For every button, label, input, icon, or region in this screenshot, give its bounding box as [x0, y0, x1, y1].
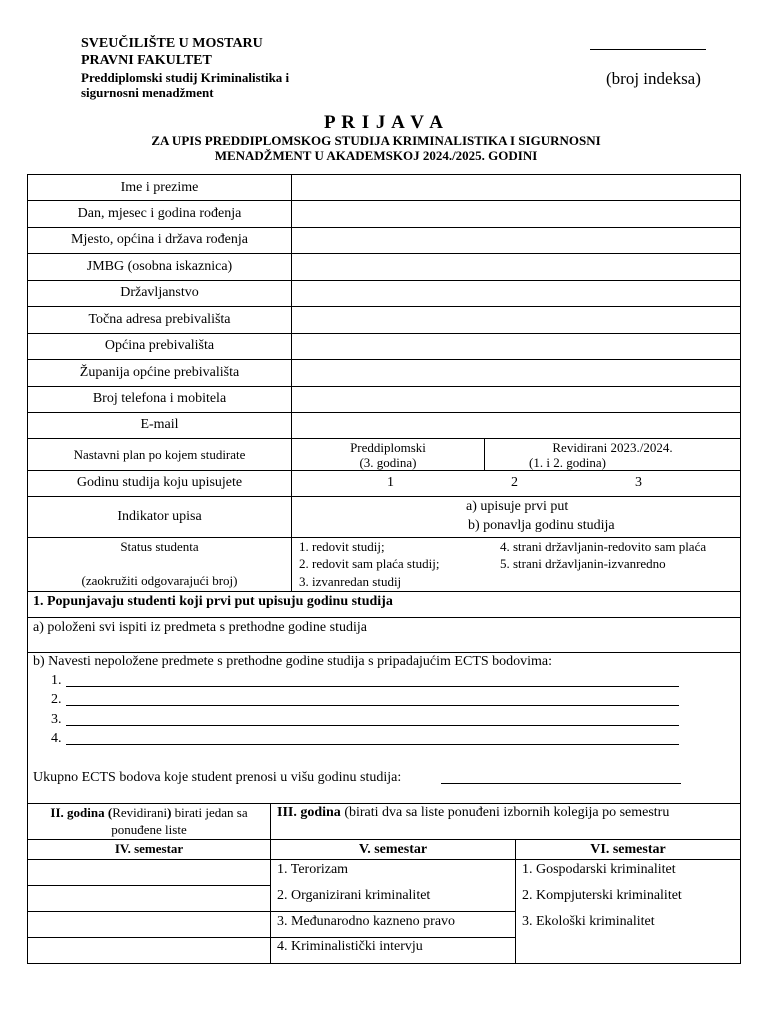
semester-iv-header: IV. semestar: [114, 841, 184, 856]
municipality-input[interactable]: [292, 334, 739, 359]
form-title: P R I J A V A: [323, 112, 444, 133]
iii-year-header: [277, 805, 669, 821]
index-number-field[interactable]: [590, 49, 706, 50]
county-input[interactable]: [292, 360, 739, 385]
ects-transfer-label: Ukupno ECTS bodova koje student prenosi u višu godinu studija:: [33, 770, 402, 785]
year-label: Godinu studija koju upisujete: [76, 475, 243, 490]
field-label-municipality: Općina prebivališta: [104, 338, 215, 353]
year-option-3[interactable]: 3: [635, 475, 642, 490]
semester-vi-course-1[interactable]: 1. Gospodarski kriminalitet: [522, 862, 676, 877]
semester-iv-choice-2[interactable]: [28, 886, 270, 911]
section-1-title: 1. Popunjavaju studenti koji prvi put upisuju godinu studija: [33, 594, 393, 609]
unpassed-item-4-line[interactable]: [66, 744, 679, 745]
field-label-phone: Broj telefona i mobitela: [92, 391, 227, 406]
full-name-input[interactable]: [292, 175, 739, 200]
semester-v-course-2[interactable]: 2. Organizirani kriminalitet: [277, 888, 431, 903]
unpassed-item-3-line[interactable]: [66, 725, 679, 726]
iii-year-header-bold: III. godina: [277, 805, 341, 820]
phone-input[interactable]: [292, 387, 739, 412]
semester-iv-choice-1[interactable]: [28, 860, 270, 885]
jmbg-input[interactable]: [292, 254, 739, 279]
field-label-email: E-mail: [140, 417, 179, 432]
plan-option-preddiplomski[interactable]: Preddiplomski: [350, 440, 426, 455]
unpassed-subjects-instruction: b) Navesti nepoložene predmete s prethodne godine studija s pripadajućim ECTS bodovima:: [33, 654, 553, 669]
passed-all-exams-option[interactable]: a) položeni svi ispiti iz predmeta s prethodne godine studija: [33, 620, 367, 635]
unpassed-item-3-number: 3.: [51, 712, 62, 727]
ects-transfer-line[interactable]: [441, 783, 681, 784]
university-name: SVEUČILIŠTE U MOSTARU: [81, 36, 263, 51]
ii-year-header-rest: birati jedan sa: [171, 805, 248, 820]
unpassed-item-1-line[interactable]: [66, 686, 679, 687]
ii-year-header-bold: II. godina (: [50, 805, 113, 820]
form-subtitle-line2: MENADŽMENT U AKADEMSKOJ 2024./2025. GODINI: [214, 148, 538, 163]
status-option-5[interactable]: 5. strani državljanin-izvanredno: [500, 556, 666, 571]
field-label-address: Točna adresa prebivališta: [88, 312, 231, 327]
ii-year-header-line1: [28, 805, 270, 820]
ii-year-header-close: ): [167, 805, 172, 820]
iii-year-header-rest: (birati dva sa liste ponuđeni izbornih kolegija po semestru: [340, 805, 670, 820]
indicator-option-first-time[interactable]: a) upisuje prvi put: [466, 499, 569, 514]
plan-label: Nastavni plan po kojem studirate: [73, 447, 246, 462]
semester-v-course-1[interactable]: 1. Terorizam: [277, 862, 349, 877]
field-label-county: Županija općine prebivališta: [79, 365, 240, 380]
index-number-label: (broj indeksa): [606, 69, 701, 88]
citizenship-input[interactable]: [292, 281, 739, 306]
unpassed-item-1-number: 1.: [51, 673, 62, 688]
semester-vi-header: VI. semestar: [590, 842, 666, 857]
program-name-line1: Preddiplomski studij Kriminalistika i: [81, 70, 290, 85]
field-label-full-name: Ime i prezime: [120, 180, 199, 195]
status-option-1[interactable]: 1. redovit studij;: [299, 539, 385, 554]
plan-option-preddiplomski-years: (3. godina): [359, 455, 417, 470]
field-label-jmbg: JMBG (osobna iskaznica): [86, 259, 233, 274]
semester-vi-course-2[interactable]: 2. Kompjuterski kriminalitet: [522, 888, 682, 903]
plan-option-revidirani[interactable]: Revidirani 2023./2024.: [552, 440, 673, 455]
field-label-birth-date: Dan, mjesec i godina rođenja: [77, 206, 242, 221]
email-input[interactable]: [292, 413, 739, 438]
indicator-label: Indikator upisa: [117, 509, 202, 524]
semester-iv-choice-3[interactable]: [28, 912, 270, 937]
status-option-2[interactable]: 2. redovit sam plaća studij;: [299, 556, 440, 571]
field-label-citizenship: Državljanstvo: [120, 285, 199, 300]
semester-v-header: V. semestar: [358, 842, 428, 857]
semester-vi-course-3[interactable]: 3. Ekološki kriminalitet: [522, 914, 655, 929]
semester-v-course-4[interactable]: 4. Kriminalistički intervju: [277, 939, 423, 954]
unpassed-item-4-number: 4.: [51, 731, 62, 746]
year-option-2[interactable]: 2: [511, 475, 518, 490]
year-option-1[interactable]: 1: [387, 475, 394, 490]
status-option-3[interactable]: 3. izvanredan studij: [299, 574, 402, 589]
unpassed-item-2-number: 2.: [51, 692, 62, 707]
program-name-line2: sigurnosni menadžment: [81, 85, 214, 100]
faculty-name: PRAVNI FAKULTET: [81, 53, 212, 68]
birth-date-input[interactable]: [292, 201, 739, 226]
field-label-birth-place: Mjesto, općina i država rođenja: [71, 232, 248, 247]
ii-year-header-line2: ponuđene liste: [111, 822, 187, 837]
unpassed-item-2-line[interactable]: [66, 705, 679, 706]
status-label: Status studenta: [120, 539, 199, 554]
plan-option-revidirani-years: (1. i 2. godina): [529, 455, 606, 470]
indicator-option-repeat[interactable]: b) ponavlja godinu studija: [468, 518, 615, 533]
semester-v-course-3[interactable]: 3. Međunarodno kazneno pravo: [277, 914, 456, 929]
semester-iv-choice-4[interactable]: [28, 938, 270, 963]
form-subtitle-line1: ZA UPIS PREDDIPLOMSKOG STUDIJA KRIMINALISTIKA I SIGURNOSNI: [151, 133, 601, 148]
address-input[interactable]: [292, 307, 739, 332]
status-option-4[interactable]: 4. strani državljanin-redovito sam plaća: [500, 539, 707, 554]
status-hint: (zaokružiti odgovarajući broj): [81, 573, 238, 588]
ii-year-header-revised: Revidirani: [112, 805, 168, 820]
birth-place-input[interactable]: [292, 228, 739, 253]
